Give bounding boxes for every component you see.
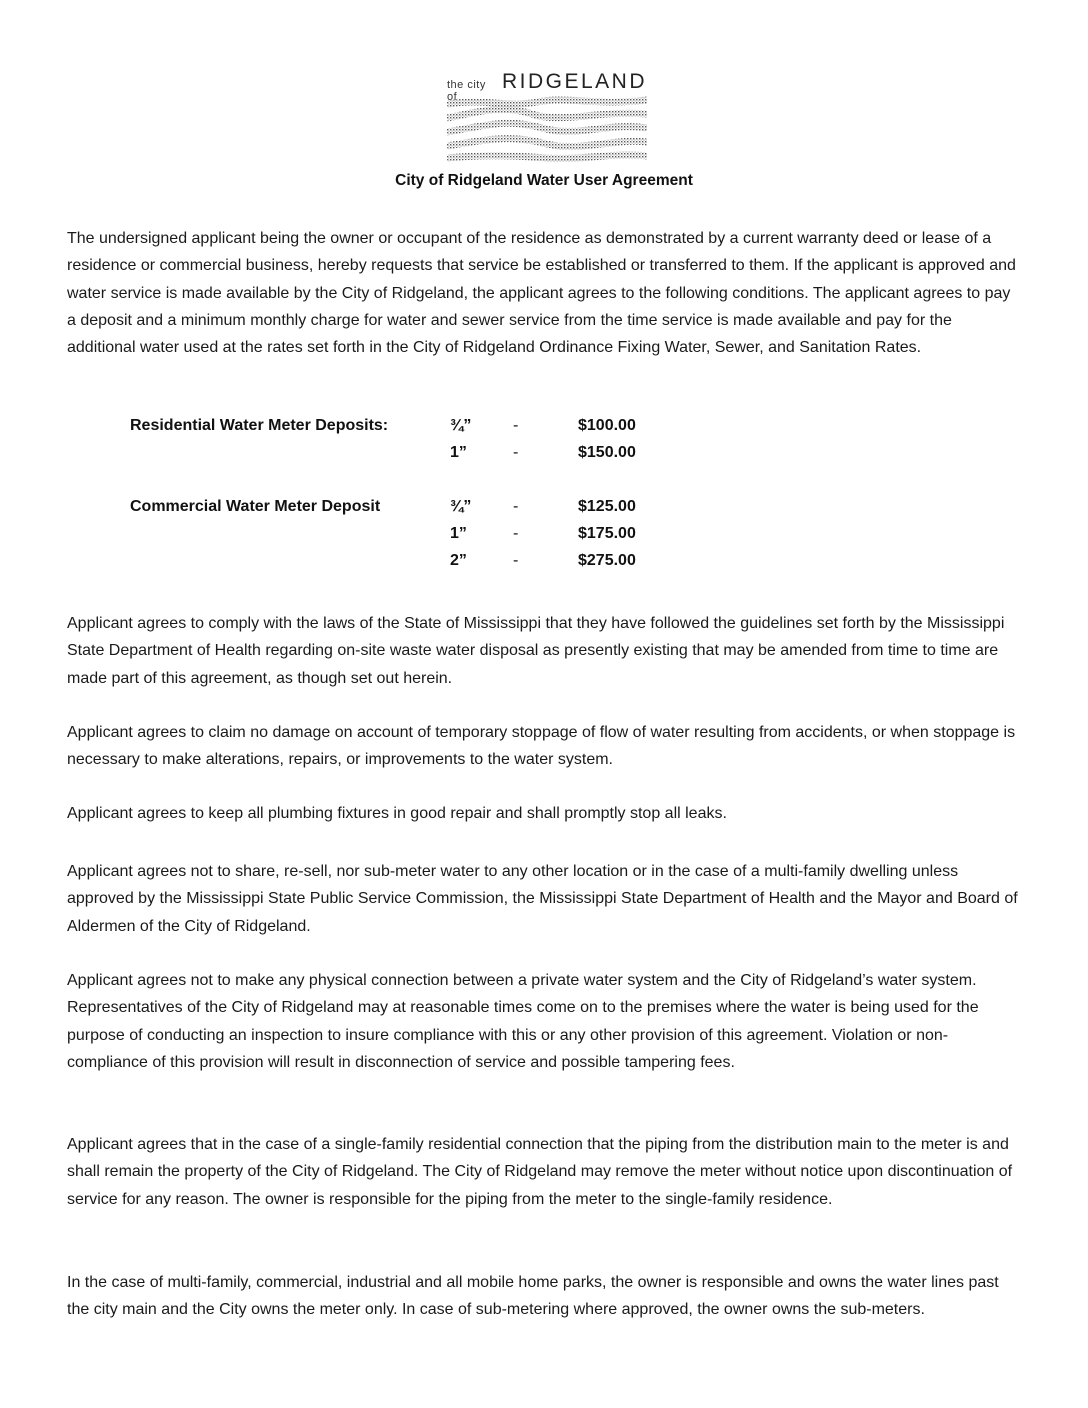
deposit-amount: $275.00 bbox=[578, 552, 636, 569]
residential-deposits bbox=[130, 417, 690, 471]
intro-paragraph: The undersigned applicant being the owner or occupant of the residence as demonstrated by a current warranty deed or lease of a residence or commercial business, hereby requests that service be established or transferred to them. If the applicant is approved and water service is made available by the City of Ridgeland, the applicant agrees to the following conditions. The applicant agrees to pay a deposit and a minimum monthly charge for water and sewer service from the time service is made available and pay for the additional water used at the rates set forth in the City of Ridgeland Ordinance Fixing Water, Sewer, and Sanitation Rates. bbox=[67, 230, 1016, 357]
meter-size: ¾” bbox=[450, 417, 472, 434]
separator-dash: - bbox=[513, 444, 519, 461]
deposit-amount: $150.00 bbox=[578, 444, 636, 461]
wave-stripes-logo-icon bbox=[447, 96, 647, 162]
deposit-row bbox=[130, 498, 690, 525]
separator-dash: - bbox=[513, 552, 519, 569]
commercial-deposits bbox=[130, 498, 690, 579]
clause-multi-family-ownership: In the case of multi-family, commercial, industrial and all mobile home parks, the owner is responsible and owns the water lines past the city main and the City owns the meter only. In case of sub-metering where approved, the owner owns the sub-meters. bbox=[67, 1274, 999, 1319]
logo-wordmark bbox=[447, 70, 647, 103]
clause-state-law: Applicant agrees to comply with the laws of the State of Mississippi that they have followed the guidelines set forth by the Mississippi State Department of Health regarding on-site waste water disposal as presently existing that may be amended from time to time are made part of this agreement, as though set out herein. bbox=[67, 615, 1005, 687]
deposit-schedule bbox=[130, 417, 690, 579]
clause-plumbing-repair: Applicant agrees to keep all plumbing fixtures in good repair and shall promptly stop all leaks. bbox=[67, 805, 727, 822]
deposit-category-label: Commercial Water Meter Deposit bbox=[130, 498, 381, 515]
deposit-amount: $100.00 bbox=[578, 417, 636, 434]
document-title: City of Ridgeland Water User Agreement bbox=[395, 172, 693, 189]
meter-size: 1” bbox=[450, 525, 467, 542]
deposit-row bbox=[130, 444, 690, 471]
deposit-row bbox=[130, 417, 690, 444]
meter-size: 2” bbox=[450, 552, 467, 569]
logo-city-name: RIDGELAND bbox=[501, 70, 647, 93]
clause-single-family-piping: Applicant agrees that in the case of a single-family residential connection that the piping from the distribution main to the meter is and shall remain the property of the City of Ridgeland. The City of Ridgeland may remove the meter without notice upon discontinuation of service for any reason. The owner is responsible for the piping from the meter to the single-family residence. bbox=[67, 1136, 1013, 1208]
clause-no-damage: Applicant agrees to claim no damage on account of temporary stoppage of flow of water resulting from accidents, or when stoppage is necessary to make alterations, repairs, or improvements to the water system. bbox=[67, 724, 1016, 769]
separator-dash: - bbox=[513, 525, 519, 542]
meter-size: ¾” bbox=[450, 498, 472, 515]
meter-size: 1” bbox=[450, 444, 467, 461]
clause-no-cross-connection: Applicant agrees not to make any physical connection between a private water system and the City of Ridgeland’s water system. Representatives of the City of Ridgeland may at reasonable times come on to the premises where the water is being used for the purpose of conducting an inspection to insure compliance with this or any other provision of this agreement. Violation or non-compliance of this provision will result in disconnection of service and possible tampering fees. bbox=[67, 972, 979, 1071]
separator-dash: - bbox=[513, 498, 519, 515]
clause-no-resale: Applicant agrees not to share, re-sell, nor sub-meter water to any other location or in the case of a multi-family dwelling unless approved by the Mississippi State Public Service Commission, the Mississippi State Department of Health and the Mayor and Board of Aldermen of the City of Ridgeland. bbox=[67, 863, 1018, 935]
deposit-amount: $175.00 bbox=[578, 525, 636, 542]
deposit-row bbox=[130, 552, 690, 579]
deposit-amount: $125.00 bbox=[578, 498, 636, 515]
deposit-row bbox=[130, 525, 690, 552]
separator-dash: - bbox=[513, 417, 519, 434]
logo-prefix: the city of bbox=[447, 79, 486, 103]
deposit-category-label: Residential Water Meter Deposits: bbox=[130, 417, 389, 434]
city-logo bbox=[447, 70, 647, 165]
